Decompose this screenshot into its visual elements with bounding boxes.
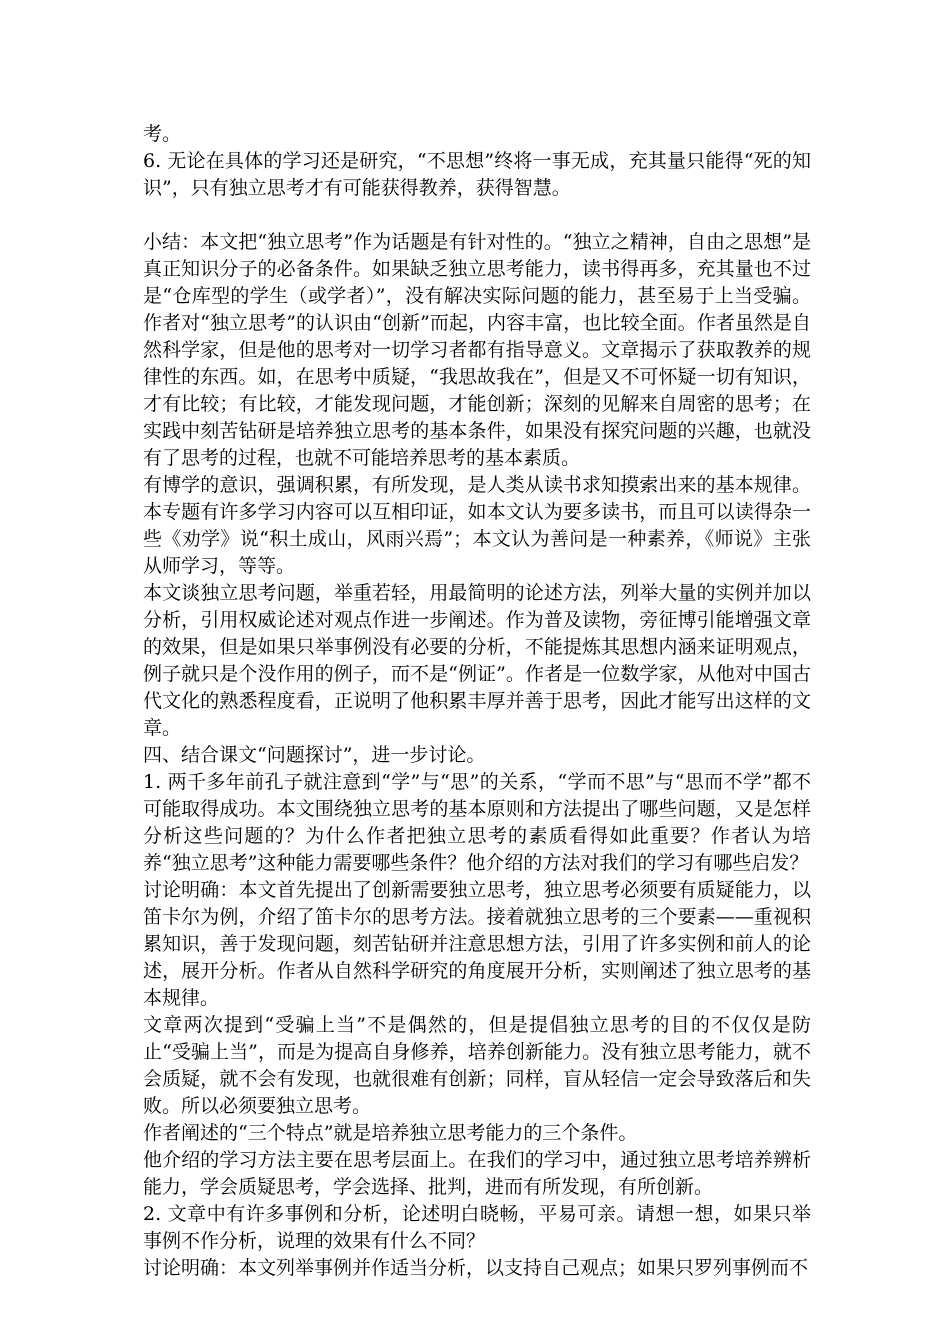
document-page [143,121,811,1282]
paragraph-continuation: 考。 [143,123,182,145]
paragraph-three-features: 作者阐述的“三个特点”就是培养独立思考能力的三个条件。 [143,1122,638,1144]
paragraph-summary: 小结：本文把“独立思考”作为话题是有针对性的。“独立之精神，自由之思想”是真正知识分子的必备条件。如果缺乏独立思考能力，读书得再多，充其量也不过是“仓库型的学生（或学者）”，没有解决实际问题的能力，甚至易于上当受骗。作者对“独立思考”的认识由“创新”而起，内容丰富，也比较全面。作者虽然是自然科学家，但是他的思考对一切学习者都有指导意义。文章揭示了获取教养的规律性的东西。如，在思考中质疑，“我思故我在”，但是又不可怀疑一切有知识，才有比较；有比较，才能发现问题，才能创新；深刻的见解来自周密的思考；在实践中刻苦钻研是培养独立思考的基本条件，如果没有探究问题的兴趣，也就没有了思考的过程，也就不可能培养思考的基本素质。 [143,231,811,469]
paragraph-erudition: 有博学的意识，强调积累，有所发现，是人类从读书求知摸索出来的基本规律。本专题有许多学习内容可以互相印证，如本文认为要多读书，而且可以读得杂一些《劝学》说“积土成山，风雨兴焉”；本文认为善问是一种素养，《师说》主张从师学习，等等。 [143,474,811,577]
paragraph-point-6: 6. 无论在具体的学习还是研究，“不思想”终将一事无成，充其量只能得“死的知识”，只有独立思考才有可能获得教养，获得智慧。 [143,150,811,199]
paragraph-deception: 文章两次提到“受骗上当”不是偶然的，但是提倡独立思考的目的不仅仅是防止“受骗上当”，而是为提高自身修养，培养创新能力。没有独立思考能力，就不会质疑，就不会有发现，也就很难有创新；同样，盲从轻信一定会导致落后和失败。所以必须要独立思考。 [143,1014,811,1117]
paragraph-question-2: 2. 文章中有许多事例和分析，论述明白晓畅，平易可亲。请想一想，如果只举事例不作分析，说理的效果有什么不同？ [143,1203,811,1252]
paragraph-learning-method: 他介绍的学习方法主要在思考层面上。在我们的学习中，通过独立思考培养辨析能力，学会质疑思考，学会选择、批判，进而有所发现，有所创新。 [143,1149,811,1198]
section-heading-4: 四、结合课文“问题探讨”，进一步讨论。 [143,744,486,766]
blank-line [143,202,811,229]
paragraph-question-1: 1. 两千多年前孔子就注意到“学”与“思”的关系，“学而不思”与“思而不学”都不可能取得成功。本文围绕独立思考的基本原则和方法提出了哪些问题，又是怎样分析这些问题的？为什么作者把独立思考的素质看得如此重要？作者认为培养“独立思考”这种能力需要哪些条件？他介绍的方法对我们的学习有哪些启发？ [143,771,811,874]
paragraph-discussion-1: 讨论明确：本文首先提出了创新需要独立思考，独立思考必须要有质疑能力，以笛卡尔为例，介绍了笛卡尔的思考方法。接着就独立思考的三个要素——重视积累知识，善于发现问题，刻苦钻研并注意思想方法，引用了许多实例和前人的论述，展开分析。作者从自然科学研究的角度展开分析，实则阐述了独立思考的基本规律。 [143,879,811,1009]
paragraph-method: 本文谈独立思考问题，举重若轻，用最简明的论述方法，列举大量的实例并加以分析，引用权威论述对观点作进一步阐述。作为普及读物，旁征博引能增强文章的效果，但是如果只举事例没有必要的分析，不能提炼其思想内涵来证明观点，例子就只是个没作用的例子，而不是“例证”。作者是一位数学家，从他对中国古代文化的熟悉程度看，正说明了他积累丰厚并善于思考，因此才能写出这样的文章。 [143,582,811,739]
paragraph-discussion-2: 讨论明确：本文列举事例并作适当分析，以支持自己观点；如果只罗列事例而不 [143,1257,809,1279]
